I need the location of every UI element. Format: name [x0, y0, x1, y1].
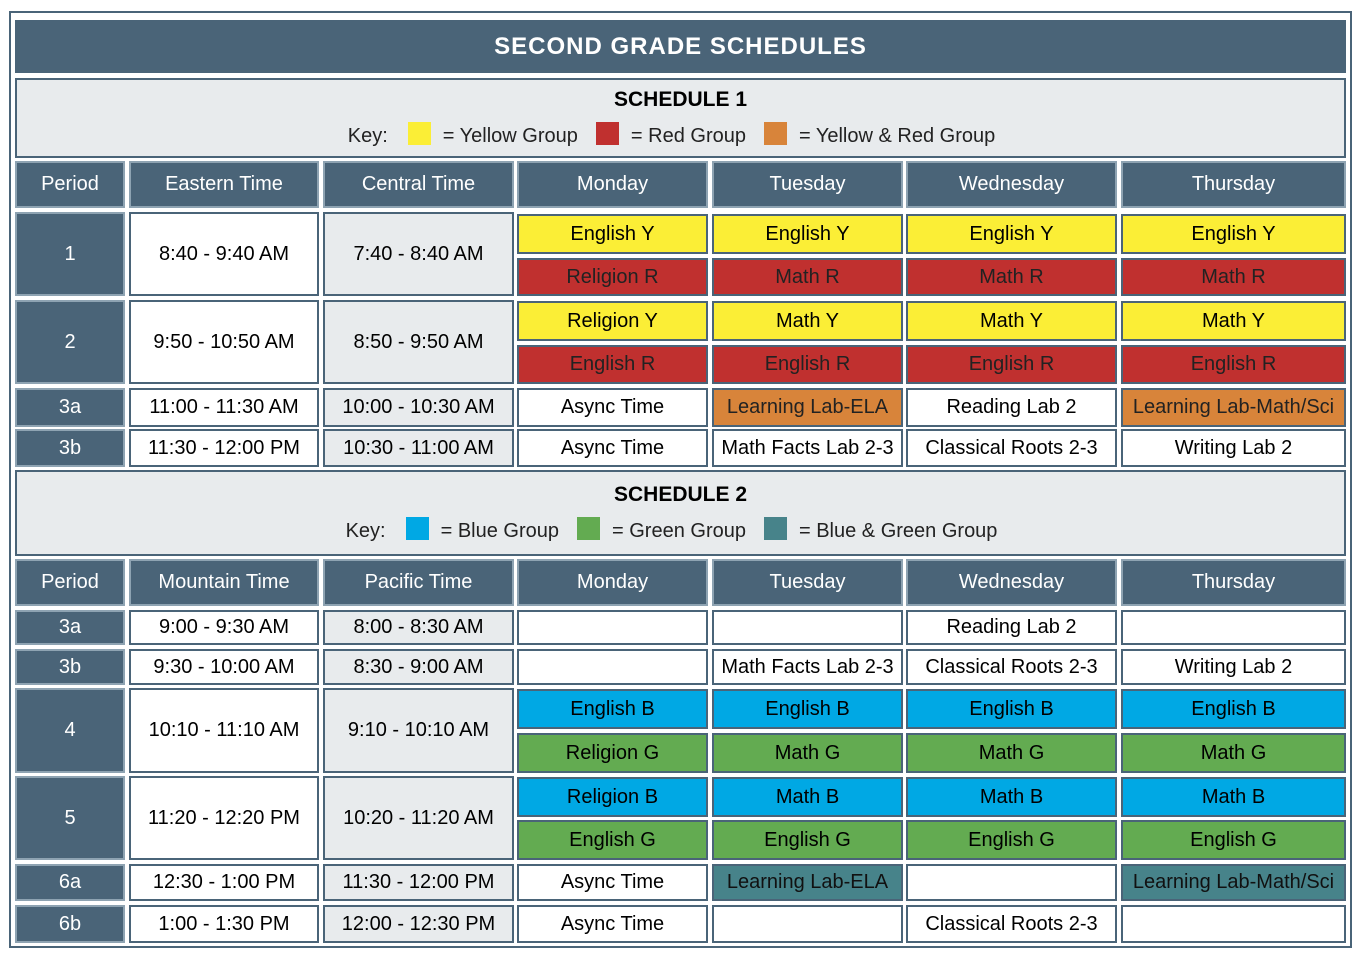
time-cell: 10:30 - 11:00 AM [323, 429, 514, 467]
schedule-title: SCHEDULE 2 [613, 483, 748, 506]
time-cell: 8:50 - 9:50 AM [323, 300, 514, 384]
legend-entry: = Red Group [630, 125, 746, 147]
time-cell: 8:40 - 9:40 AM [129, 212, 319, 296]
time-cell: 9:30 - 10:00 AM [129, 649, 319, 685]
class-cell: Learning Lab-Math/Sci [1121, 864, 1346, 901]
class-cell [1121, 610, 1346, 645]
class-cell: Math Y [906, 301, 1117, 341]
class-cell: English Y [1121, 214, 1346, 254]
column-header: Mountain Time [129, 559, 319, 606]
class-cell [906, 864, 1117, 901]
time-cell: 11:30 - 12:00 PM [323, 864, 514, 901]
class-cell: English R [1121, 345, 1346, 384]
class-cell: Math R [712, 258, 903, 296]
class-cell: Writing Lab 2 [1121, 649, 1346, 685]
class-cell: English R [712, 345, 903, 384]
time-cell: 1:00 - 1:30 PM [129, 905, 319, 943]
class-cell: Religion R [517, 258, 708, 296]
class-cell [517, 649, 708, 685]
time-cell: 9:10 - 10:10 AM [323, 688, 514, 773]
period-cell: 4 [15, 688, 125, 773]
period-cell: 3b [15, 649, 125, 685]
class-cell: Math B [712, 777, 903, 817]
column-header: Central Time [323, 161, 514, 208]
column-header: Wednesday [906, 161, 1117, 208]
class-cell [1121, 905, 1346, 943]
page-title: SECOND GRADE SCHEDULES [15, 20, 1346, 73]
class-cell: English B [712, 689, 903, 729]
class-cell: Learning Lab-Math/Sci [1121, 388, 1346, 427]
legend-entry: = Blue & Green Group [798, 520, 998, 542]
class-cell: Math Y [1121, 301, 1346, 341]
column-header: Wednesday [906, 559, 1117, 606]
class-cell: Async Time [517, 905, 708, 943]
class-cell: Math B [1121, 777, 1346, 817]
column-header: Tuesday [712, 161, 903, 208]
legend-label: Key: [345, 520, 386, 542]
period-cell: 6b [15, 905, 125, 943]
legend-swatch [408, 122, 431, 145]
class-cell: English B [1121, 689, 1346, 729]
class-cell: Async Time [517, 864, 708, 901]
class-cell: Learning Lab-ELA [712, 864, 903, 901]
time-cell: 10:10 - 11:10 AM [129, 688, 319, 773]
class-cell: Math G [712, 733, 903, 773]
class-cell: Math R [1121, 258, 1346, 296]
class-cell: English Y [712, 214, 903, 254]
class-cell: Reading Lab 2 [906, 610, 1117, 645]
period-cell: 5 [15, 776, 125, 860]
class-cell: Math Y [712, 301, 903, 341]
legend-swatch [764, 122, 787, 145]
period-cell: 6a [15, 864, 125, 901]
time-cell: 8:30 - 9:00 AM [323, 649, 514, 685]
class-cell: Religion B [517, 777, 708, 817]
class-cell: English G [712, 820, 903, 860]
class-cell: Math B [906, 777, 1117, 817]
time-cell: 7:40 - 8:40 AM [323, 212, 514, 296]
schedule-header [15, 470, 1346, 556]
class-cell: Classical Roots 2-3 [906, 905, 1117, 943]
class-cell: English R [906, 345, 1117, 384]
class-cell: Classical Roots 2-3 [906, 429, 1117, 467]
class-cell: Religion G [517, 733, 708, 773]
class-cell: English B [906, 689, 1117, 729]
class-cell: Async Time [517, 388, 708, 427]
time-cell: 12:00 - 12:30 PM [323, 905, 514, 943]
class-cell: Math R [906, 258, 1117, 296]
class-cell: Classical Roots 2-3 [906, 649, 1117, 685]
class-cell: Math G [906, 733, 1117, 773]
legend-entry: = Green Group [612, 520, 746, 542]
legend-swatch [577, 517, 600, 540]
period-cell: 3b [15, 429, 125, 467]
class-cell: Religion Y [517, 301, 708, 341]
class-cell [517, 610, 708, 645]
time-cell: 12:30 - 1:00 PM [129, 864, 319, 901]
class-cell: Writing Lab 2 [1121, 429, 1346, 467]
legend-entry: = Blue Group [440, 520, 560, 542]
column-header: Eastern Time [129, 161, 319, 208]
class-cell: English G [517, 820, 708, 860]
legend [346, 519, 1016, 543]
class-cell: English G [906, 820, 1117, 860]
time-cell: 8:00 - 8:30 AM [323, 610, 514, 645]
class-cell: Learning Lab-ELA [712, 388, 903, 427]
column-header: Period [15, 559, 125, 606]
time-cell: 11:00 - 11:30 AM [129, 388, 319, 427]
legend-swatch [764, 517, 787, 540]
column-header: Monday [517, 161, 708, 208]
column-header: Pacific Time [323, 559, 514, 606]
class-cell: English R [517, 345, 708, 384]
class-cell [712, 610, 903, 645]
time-cell: 10:00 - 10:30 AM [323, 388, 514, 427]
column-header: Period [15, 161, 125, 208]
time-cell: 11:30 - 12:00 PM [129, 429, 319, 467]
legend-entry: = Yellow & Red Group [798, 125, 996, 147]
column-header: Thursday [1121, 559, 1346, 606]
legend-entry: = Yellow Group [442, 125, 578, 147]
class-cell: Async Time [517, 429, 708, 467]
column-header: Tuesday [712, 559, 903, 606]
legend [348, 124, 1013, 148]
time-cell: 9:00 - 9:30 AM [129, 610, 319, 645]
class-cell: English Y [517, 214, 708, 254]
class-cell: English B [517, 689, 708, 729]
class-cell [712, 905, 903, 943]
time-cell: 11:20 - 12:20 PM [129, 776, 319, 860]
period-cell: 3a [15, 388, 125, 427]
column-header: Thursday [1121, 161, 1346, 208]
schedule-header [15, 78, 1346, 158]
class-cell: English Y [906, 214, 1117, 254]
legend-swatch [406, 517, 429, 540]
legend-label: Key: [347, 125, 388, 147]
time-cell: 9:50 - 10:50 AM [129, 300, 319, 384]
class-cell: Math Facts Lab 2-3 [712, 649, 903, 685]
class-cell: Math G [1121, 733, 1346, 773]
schedule-title: SCHEDULE 1 [613, 88, 748, 111]
period-cell: 1 [15, 212, 125, 296]
period-cell: 3a [15, 610, 125, 645]
time-cell: 10:20 - 11:20 AM [323, 776, 514, 860]
class-cell: Reading Lab 2 [906, 388, 1117, 427]
class-cell: English G [1121, 820, 1346, 860]
column-header: Monday [517, 559, 708, 606]
class-cell: Math Facts Lab 2-3 [712, 429, 903, 467]
legend-swatch [596, 122, 619, 145]
period-cell: 2 [15, 300, 125, 384]
